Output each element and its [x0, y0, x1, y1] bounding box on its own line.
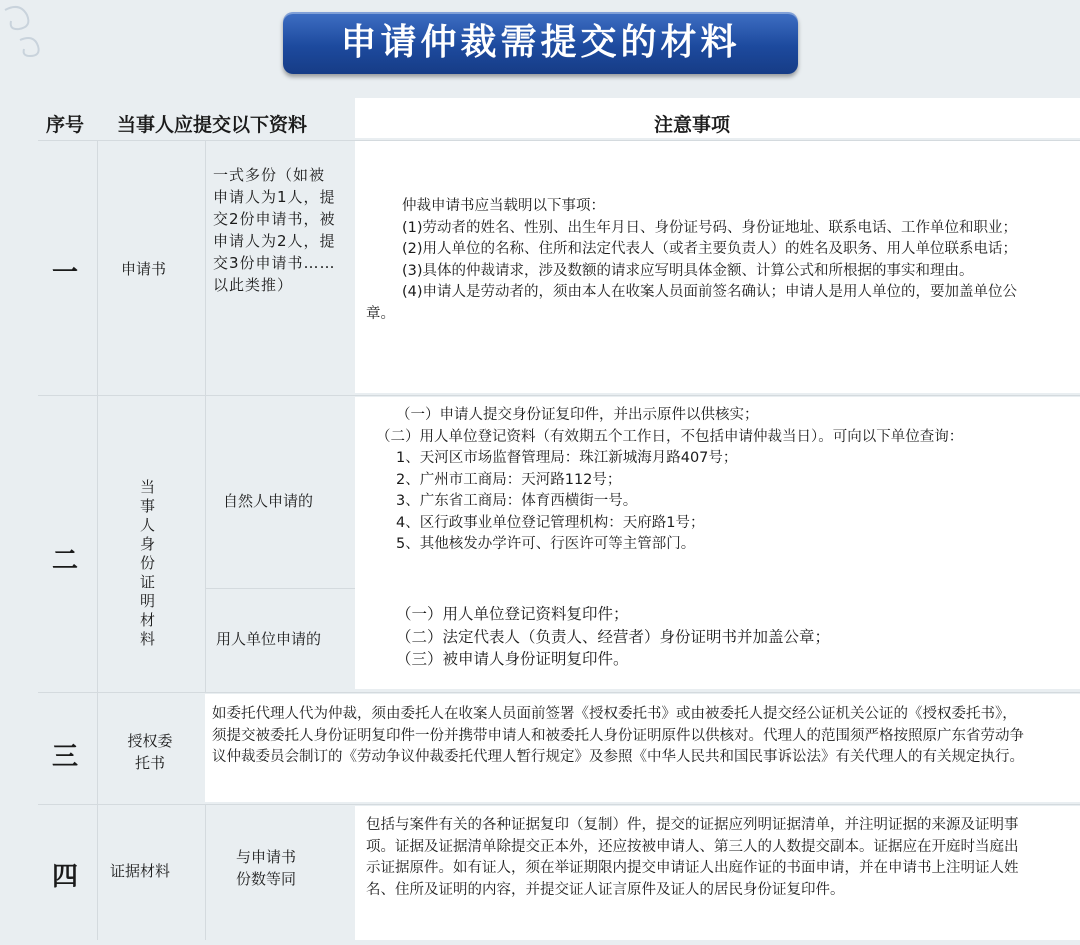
page-title: 申请仲裁需提交的材料 — [283, 12, 798, 74]
row1-detail: 一式多份（如被申请人为1人，提交2份申请书，被申请人为2人，提交3份申请书……以此类推） — [213, 166, 336, 294]
row4-notes — [366, 815, 1022, 901]
note-line: 如委托代理人代为仲裁，须由委托人在收案人员面前签署《授权委托书》或由被委托人提交经公证机关公证的《授权委托书》，须提交被委托人身份证明复印件一份并携带申请人和被委托人身份证明原件以供核对。代理人的范围须严格按照原广东省劳动争议仲裁委员会制订的《劳动争议仲裁委托代理人暂行规定》及参照《中华人民共和国民事诉讼法》有关代理人的有关规定执行。 — [212, 706, 1024, 765]
row1-notes — [366, 196, 1021, 325]
decorative-swirl-icon — [0, 0, 60, 70]
grid-line — [205, 804, 206, 940]
grid-line — [38, 140, 1080, 141]
note-line: （一）申请人提交身份证复印件，并出示原件以供核实； — [396, 407, 759, 423]
grid-line — [38, 804, 1080, 805]
header-notes: 注意事项 — [654, 114, 731, 136]
note-line: （三）被申请人身份证明复印件。 — [396, 650, 629, 668]
row2-sub1-notes — [360, 405, 1040, 556]
grid-line — [97, 140, 98, 940]
row3-notes — [212, 704, 1024, 769]
row1-name: 申请书 — [121, 260, 167, 278]
row4-name: 证据材料 — [110, 862, 171, 880]
note-line: 2、广州市工商局：天河路112号； — [396, 471, 622, 488]
grid-line — [38, 395, 1080, 396]
note-line: 5、其他核发办学许可、行医许可等主管部门。 — [396, 536, 696, 552]
header-index: 序号 — [46, 114, 85, 136]
note-line: （二）用人单位登记资料（有效期五个工作日，不包括申请仲裁当日）。可向以下单位查询： — [376, 428, 964, 445]
row4-detail: 与申请书份数等同 — [235, 848, 296, 888]
note-line: （二）法定代表人（负责人、经营者）身份证明书并加盖公章； — [396, 627, 831, 646]
grid-line — [205, 588, 355, 589]
grid-line — [38, 692, 1080, 693]
note-line: (3)具体的仲裁请求，涉及数额的请求应写明具体金额、计算公式和所根据的事实和理由。 — [402, 262, 974, 279]
row3-index: 三 — [52, 742, 79, 772]
note-line: 1、天河区市场监督管理局：珠江新城海月路407号； — [396, 450, 738, 466]
note-line: 4、区行政事业单位登记管理机构：天府路1号； — [396, 514, 705, 531]
row3-name: 授权委托书 — [127, 732, 173, 772]
note-line: 3、广东省工商局：体育西横街一号。 — [396, 493, 638, 509]
row2-name: 当事人身份证明材料 — [140, 478, 156, 648]
row4-index: 四 — [52, 862, 79, 892]
row2-sub1-label: 自然人申请的 — [223, 492, 314, 510]
note-line: (2)用人单位的名称、住所和法定代表人（或者主要负责人）的姓名及职务、用人单位联系电话； — [402, 241, 1018, 257]
note-line: （一）用人单位登记资料复印件； — [396, 605, 629, 623]
grid-line — [205, 140, 206, 692]
row2-sub2-notes — [396, 603, 1036, 671]
note-line: (1)劳动者的姓名、性别、出生年月日、身份证号码、身份证地址、联系电话、工作单位和职业； — [402, 219, 1018, 236]
note-line: 仲裁申请书应当载明以下事项： — [402, 198, 605, 214]
row1-index: 一 — [52, 258, 79, 288]
row2-sub2-label: 用人单位申请的 — [216, 630, 322, 648]
note-line: 包括与案件有关的各种证据复印（复制）件，提交的证据应列明证据清单，并注明证据的来源及证明事项。证据及证据清单除提交正本外，还应按被申请人、第三人的人数提交副本。证据应在开庭时当庭出示证据原件。如有证人，须在举证期限内提交申请证人出庭作证的书面申请，并在申请书上注明证人姓名、住所及证明的内容，并提交证人证言原件及证人的居民身份证复印件。 — [366, 817, 1019, 898]
note-line: (4)申请人是劳动者的，须由本人在收案人员面前签名确认；申请人是用人单位的，要加盖单位公章。 — [366, 284, 1018, 322]
row2-index: 二 — [52, 546, 79, 576]
header-materials: 当事人应提交以下资料 — [117, 114, 308, 136]
